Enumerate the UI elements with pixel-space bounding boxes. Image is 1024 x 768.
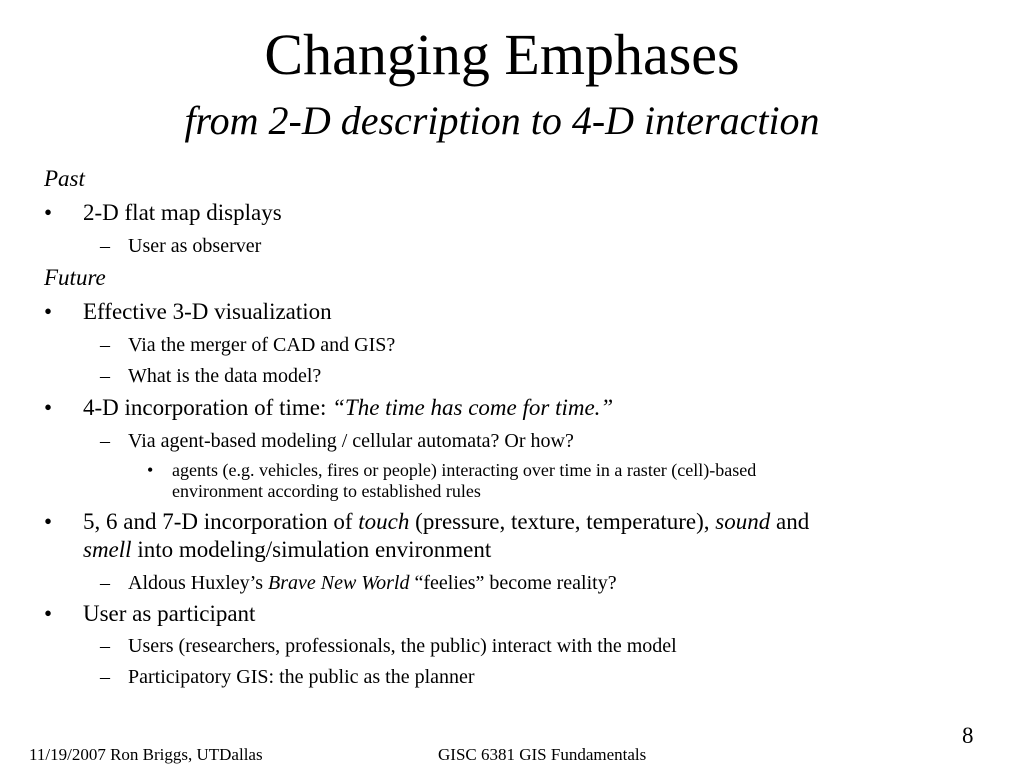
bullet-567d-line2 [83,536,491,564]
bullet-marker: • [44,601,53,626]
bullet-marker: • [44,395,53,420]
bullet-4d-prefix: 4-D incorporation of time: [83,395,333,420]
bullet-4d-time [83,394,613,422]
sub-agent-modeling: Via agent-based modeling / cellular automata? Or how? [128,430,574,452]
dash-marker: – [100,334,110,356]
sub-users-interact: Users (researchers, professionals, the public) interact with the model [128,635,677,657]
future-heading: Future [44,265,106,290]
dash-marker: – [100,430,110,452]
bullet-marker: • [44,299,53,324]
bullet-567d-smell: smell [83,537,132,562]
dash-marker: – [100,365,110,387]
footer-date-author: 11/19/2007 Ron Briggs, UTDallas [29,745,263,764]
bullet-567d-text-a: 5, 6 and 7-D incorporation of [83,509,359,534]
bullet-567d-text-d: into modeling/simulation environment [131,537,492,562]
sub-huxley [128,571,617,595]
bullet-567d-text-c: and [770,509,810,534]
sub-huxley-book: Brave New World [268,572,410,594]
sub-huxley-text-b: “feelies” become reality? [409,572,617,594]
bullet-marker: • [44,200,53,225]
bullet-user-participant: User as participant [83,601,256,626]
subsub-agents-line1: agents (e.g. vehicles, fires or people) interacting over time in a raster (cell)-based [172,460,757,480]
slide-title: Changing Emphases [264,22,740,87]
dash-marker: – [100,235,110,257]
dash-marker: – [100,635,110,657]
sub-huxley-text-a: Aldous Huxley’s [128,572,268,594]
bullet-marker: • [44,509,53,534]
page-number: 8 [962,723,974,748]
bullet-567d-touch: touch [358,509,410,534]
bullet-3d-visualization: Effective 3-D visualization [83,299,332,324]
dash-marker: – [100,572,110,594]
sub-data-model: What is the data model? [128,365,322,387]
bullet-marker: • [147,460,154,480]
footer-course: GISC 6381 GIS Fundamentals [438,745,647,764]
subsub-agents-line2: environment according to established rules [172,481,481,501]
bullet-567d-sound: sound [715,509,771,534]
past-heading: Past [44,166,85,191]
sub-participatory-gis: Participatory GIS: the public as the planner [128,666,475,688]
past-bullet-flat-maps: 2-D flat map displays [83,200,282,225]
dash-marker: – [100,666,110,688]
sub-cad-gis: Via the merger of CAD and GIS? [128,334,396,356]
past-sub-observer: User as observer [128,235,262,257]
slide-subtitle: from 2-D description to 4-D interaction [184,98,820,143]
bullet-567d-line1 [83,508,809,536]
bullet-4d-quote: “The time has come for time.” [332,395,614,420]
bullet-567d-text-b: (pressure, texture, temperature), [409,509,716,534]
